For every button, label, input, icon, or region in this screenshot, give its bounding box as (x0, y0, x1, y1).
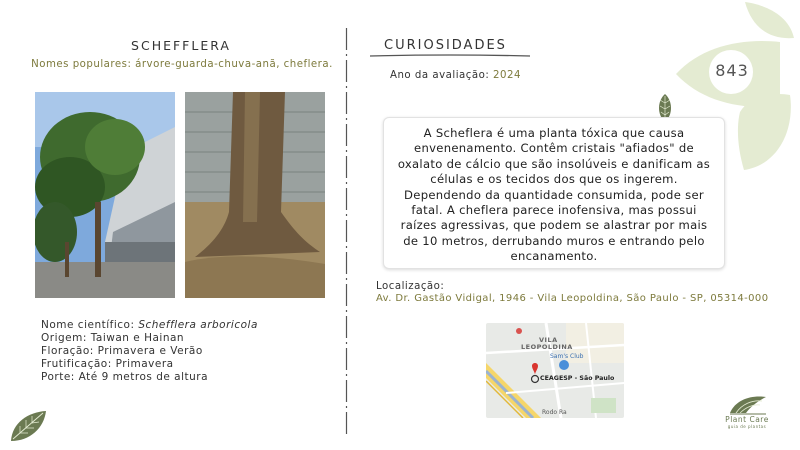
scientific-name-label: Nome científico: (41, 319, 139, 331)
scientific-name-value: Schefflera arboricola (138, 319, 258, 331)
evaluation-year-label: Ano da avaliação: (390, 70, 494, 81)
origin: Origem: Taiwan e Hainan (41, 332, 185, 344)
popular-names: Nomes populares: árvore-guarda-chuva-anã, cheflera. (31, 59, 333, 70)
evaluation-number-badge: 843 (715, 61, 749, 80)
tree-photo-street (35, 92, 175, 298)
fruiting: Frutificação: Primavera (41, 358, 174, 370)
location-label: Localização: (376, 281, 445, 292)
map-road-label: Rodo Ra (542, 409, 567, 416)
evaluation-year-value: 2024 (493, 70, 521, 81)
map-pin-label: CEAGESP - São Paulo (540, 375, 615, 382)
evaluation-year (390, 70, 521, 81)
scientific-name (41, 319, 258, 333)
vertical-divider (345, 28, 348, 438)
map-district-line2: LEOPOLDINA (521, 343, 573, 351)
location-map[interactable] (486, 323, 624, 418)
size: Porte: Até 9 metros de altura (41, 371, 209, 383)
tree-trunk-photo (185, 92, 325, 298)
plant-care-logo-icon (728, 393, 768, 415)
curiosity-box (383, 117, 725, 269)
map-district-line1: VILA (539, 336, 558, 344)
curiosities-title: CURIOSIDADES (384, 38, 507, 53)
plant-care-logo-name: Plant Care (725, 415, 769, 424)
plant-care-logo-tagline: guia de plantas (727, 424, 767, 429)
plant-title: SCHEFFLERA (131, 38, 231, 53)
curiosity-text: A Scheflera é uma planta tóxica que causa envenenamento. Contêm cristais "afiados" de oxalato de cálcio que são insolúveis e danificam as células e os tecidos dos que os ingerem. Dependendo da quantidade consumida, pode ser fatal. A cheflera parece inofensiva, mas possui raízes agressivas, que podem se alastrar por mais de 10 metros, derrubando muros e entrando pelo encanamento. (397, 126, 711, 264)
flowering: Floração: Primavera e Verão (41, 345, 203, 357)
address: Av. Dr. Gastão Vidigal, 1946 - Vila Leopoldina, São Paulo - SP, 05314-000 (376, 293, 769, 304)
map-store-label: Sam's Club (550, 353, 584, 360)
title-underline (370, 53, 530, 59)
leaf-icon (8, 408, 48, 444)
